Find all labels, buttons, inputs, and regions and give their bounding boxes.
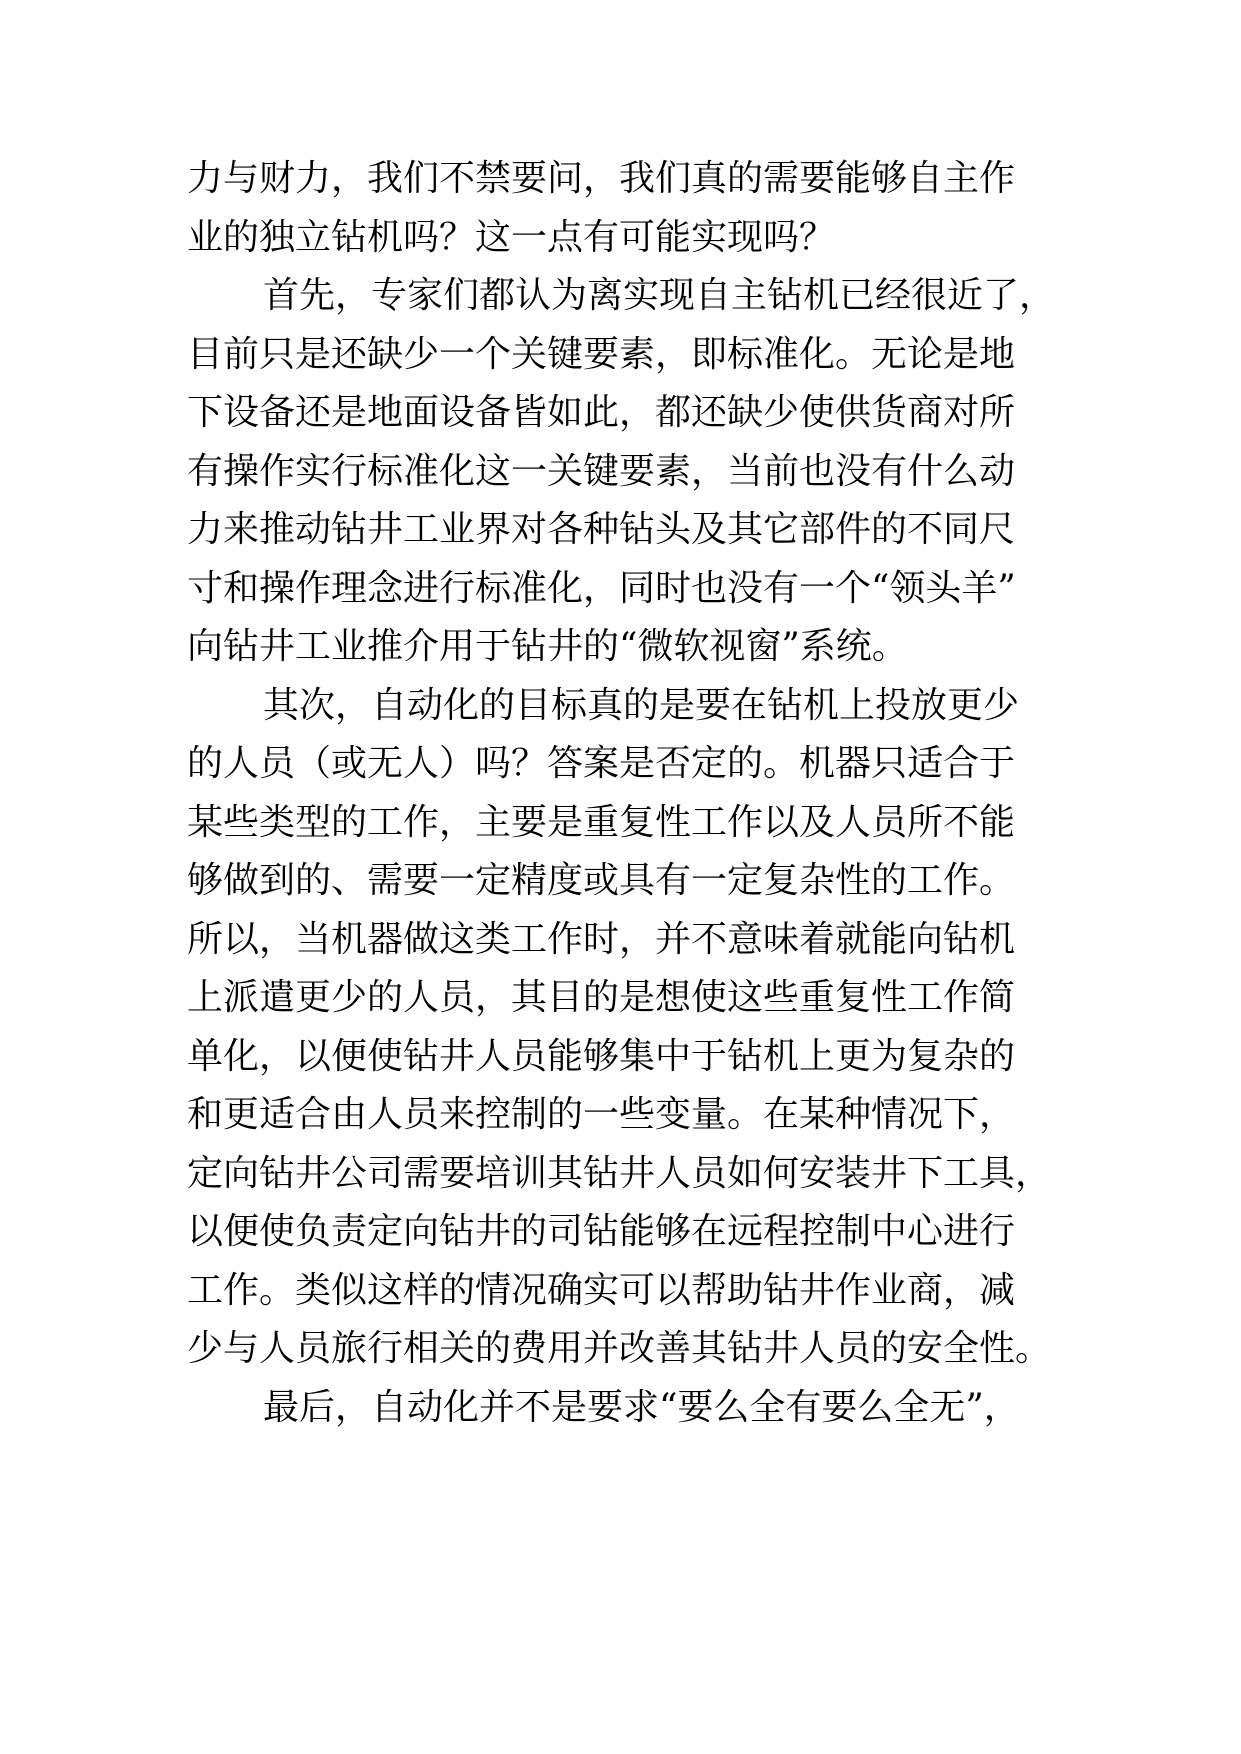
text-line: 业的独立钻机吗？这一点有可能实现吗？ <box>187 216 836 258</box>
text-line: 单化，以便使钻井人员能够集中于钻机上更为复杂的 <box>187 1035 1016 1077</box>
text-line: 和更适合由人员来控制的一些变量。在某种情况下， <box>187 1094 1016 1135</box>
text-line: 少与人员旅行相关的费用并改善其钻井人员的安全性。 <box>187 1328 1052 1369</box>
text-line: 所以，当机器做这类工作时，并不意味着就能向钻机 <box>187 918 1016 960</box>
text-line: 以便使负责定向钻井的司钻能够在远程控制中心进行 <box>187 1211 1016 1252</box>
paragraph-first-line: 首先，专家们都认为离实现自主钻机已经很近了， <box>263 275 1056 316</box>
text-line: 定向钻井公司需要培训其钻井人员如何安装井下工具， <box>187 1152 1052 1194</box>
text-line: 工作。类似这样的情况确实可以帮助钻井作业商，减 <box>187 1269 1016 1311</box>
text-line: 目前只是还缺少一个关键要素，即标准化。无论是地 <box>187 333 1016 375</box>
text-line: 寸和操作理念进行标准化，同时也没有一个“领头羊” <box>187 567 1016 609</box>
text-line: 有操作实行标准化这一关键要素，当前也没有什么动 <box>187 450 1016 492</box>
text-line: 上派遣更少的人员，其目的是想使这些重复性工作简 <box>187 977 1016 1018</box>
text-line: 力来推动钻井工业界对各种钻头及其它部件的不同尺 <box>187 509 1016 550</box>
paragraph-first-line: 最后，自动化并不是要求“要么全有要么全无”， <box>263 1386 1020 1428</box>
text-line: 的人员（或无人）吗？答案是否定的。机器只适合于 <box>187 743 1016 784</box>
text-line: 向钻井工业推介用于钻井的“微软视窗”系统。 <box>187 626 908 667</box>
paragraph-first-line: 其次，自动化的目标真的是要在钻机上投放更少 <box>263 684 1020 726</box>
text-line: 力与财力，我们不禁要问，我们真的需要能够自主作 <box>187 158 1016 199</box>
text-line: 够做到的、需要一定精度或具有一定复杂性的工作。 <box>187 860 1016 901</box>
text-line: 下设备还是地面设备皆如此，都还缺少使供货商对所 <box>187 392 1016 433</box>
text-line: 某些类型的工作，主要是重复性工作以及人员所不能 <box>187 801 1016 843</box>
body-text <box>187 150 1087 1437</box>
